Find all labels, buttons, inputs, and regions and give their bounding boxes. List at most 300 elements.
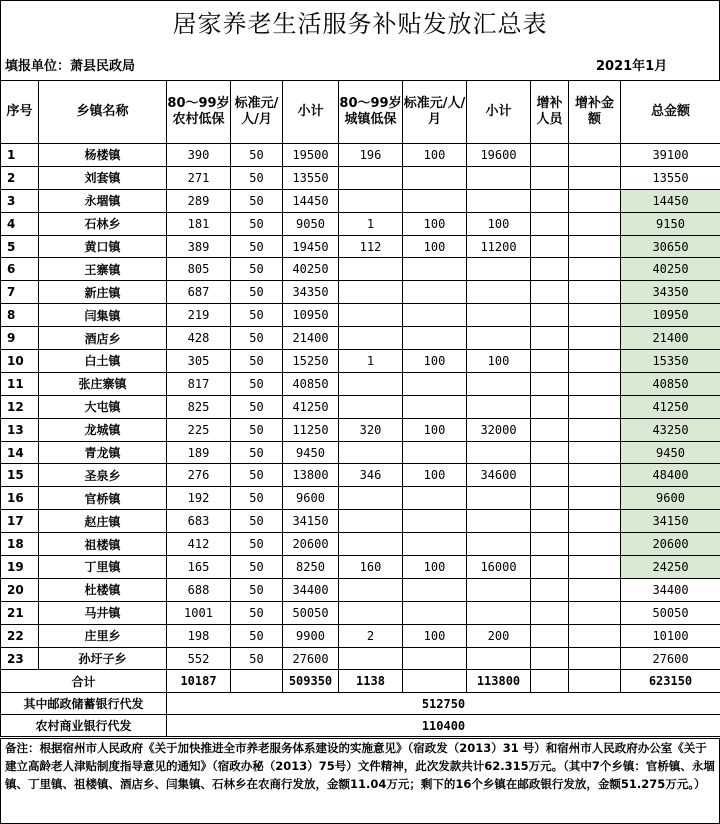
row-rural-subtotal: 50050 — [283, 601, 339, 624]
row-seq: 8 — [1, 304, 39, 327]
row-urban-standard — [403, 487, 467, 510]
total-row — [1, 670, 720, 693]
row-seq: 5 — [1, 235, 39, 258]
row-urban-subtotal — [467, 441, 531, 464]
row-added-amount — [569, 441, 621, 464]
total-rural-count: 10187 — [167, 670, 231, 693]
row-rural-subtotal: 20600 — [283, 533, 339, 556]
row-town: 杨楼镇 — [39, 144, 167, 167]
table-row — [1, 304, 720, 327]
row-rural-standard: 50 — [231, 647, 283, 670]
row-seq: 6 — [1, 258, 39, 281]
row-urban-count — [339, 487, 403, 510]
row-rural-subtotal: 8250 — [283, 556, 339, 579]
row-town: 赵庄镇 — [39, 510, 167, 533]
row-rural-subtotal: 19450 — [283, 235, 339, 258]
row-added-people — [531, 258, 569, 281]
total-rural-standard — [231, 670, 283, 693]
total-added-amount — [569, 670, 621, 693]
row-added-amount — [569, 304, 621, 327]
table-row — [1, 487, 720, 510]
row-urban-subtotal — [467, 601, 531, 624]
row-seq: 10 — [1, 350, 39, 373]
row-rural-standard: 50 — [231, 144, 283, 167]
row-total: 27600 — [621, 647, 720, 670]
row-total: 50050 — [621, 601, 720, 624]
page-title: 居家养老生活服务补贴发放汇总表 — [0, 0, 720, 47]
row-rural-subtotal: 13800 — [283, 464, 339, 487]
table-row — [1, 212, 720, 235]
row-town: 马井镇 — [39, 601, 167, 624]
row-town: 大屯镇 — [39, 395, 167, 418]
row-total: 34350 — [621, 281, 720, 304]
row-rural-count: 805 — [167, 258, 231, 281]
table-row — [1, 281, 720, 304]
row-added-amount — [569, 647, 621, 670]
row-rural-standard: 50 — [231, 350, 283, 373]
header-row — [1, 81, 720, 144]
row-rural-standard: 50 — [231, 510, 283, 533]
row-urban-count — [339, 533, 403, 556]
row-added-people — [531, 441, 569, 464]
row-added-amount — [569, 464, 621, 487]
row-total: 9600 — [621, 487, 720, 510]
table-body — [1, 144, 720, 670]
row-rural-count: 219 — [167, 304, 231, 327]
row-added-people — [531, 372, 569, 395]
row-added-people — [531, 350, 569, 373]
row-urban-count: 160 — [339, 556, 403, 579]
row-added-people — [531, 189, 569, 212]
row-town: 石林乡 — [39, 212, 167, 235]
row-town: 闫集镇 — [39, 304, 167, 327]
row-seq: 1 — [1, 144, 39, 167]
row-total: 39100 — [621, 144, 720, 167]
row-town: 庄里乡 — [39, 624, 167, 647]
row-rural-count: 390 — [167, 144, 231, 167]
row-urban-standard — [403, 510, 467, 533]
bank-amount: 512750 — [167, 693, 720, 715]
row-added-amount — [569, 601, 621, 624]
row-urban-standard — [403, 372, 467, 395]
row-added-amount — [569, 144, 621, 167]
row-total: 14450 — [621, 189, 720, 212]
row-total: 34400 — [621, 578, 720, 601]
row-total: 9150 — [621, 212, 720, 235]
row-seq: 11 — [1, 372, 39, 395]
row-added-amount — [569, 235, 621, 258]
row-town: 白土镇 — [39, 350, 167, 373]
row-urban-standard: 100 — [403, 624, 467, 647]
row-added-amount — [569, 578, 621, 601]
row-rural-subtotal: 10950 — [283, 304, 339, 327]
row-rural-count: 165 — [167, 556, 231, 579]
row-seq: 14 — [1, 441, 39, 464]
row-urban-subtotal: 100 — [467, 350, 531, 373]
row-urban-standard — [403, 441, 467, 464]
row-added-amount — [569, 624, 621, 647]
table-row — [1, 464, 720, 487]
bank-amount: 110400 — [167, 715, 720, 737]
row-urban-count: 2 — [339, 624, 403, 647]
row-total: 24250 — [621, 556, 720, 579]
row-rural-standard: 50 — [231, 235, 283, 258]
bank-row-postal — [1, 693, 720, 715]
row-urban-standard — [403, 258, 467, 281]
summary-table — [0, 80, 720, 737]
row-urban-count — [339, 304, 403, 327]
row-added-people — [531, 304, 569, 327]
row-urban-subtotal — [467, 647, 531, 670]
row-added-people — [531, 327, 569, 350]
row-urban-subtotal — [467, 258, 531, 281]
row-added-amount — [569, 395, 621, 418]
row-town: 酒店乡 — [39, 327, 167, 350]
row-urban-subtotal — [467, 533, 531, 556]
row-urban-subtotal: 32000 — [467, 418, 531, 441]
header-urban-standard: 标准元/人/月 — [403, 81, 467, 144]
row-total: 15350 — [621, 350, 720, 373]
header-rural-subtotal: 小计 — [283, 81, 339, 144]
row-added-amount — [569, 166, 621, 189]
row-total: 30650 — [621, 235, 720, 258]
row-urban-count — [339, 372, 403, 395]
row-seq: 12 — [1, 395, 39, 418]
row-town: 新庄镇 — [39, 281, 167, 304]
header-urban-subtotal: 小计 — [467, 81, 531, 144]
row-rural-subtotal: 14450 — [283, 189, 339, 212]
row-rural-subtotal: 21400 — [283, 327, 339, 350]
row-rural-subtotal: 34400 — [283, 578, 339, 601]
row-rural-standard: 50 — [231, 166, 283, 189]
header-urban-count: 80～99岁城镇低保 — [339, 81, 403, 144]
row-town: 杜楼镇 — [39, 578, 167, 601]
row-total: 21400 — [621, 327, 720, 350]
row-seq: 20 — [1, 578, 39, 601]
row-rural-standard: 50 — [231, 418, 283, 441]
row-added-amount — [569, 556, 621, 579]
row-added-amount — [569, 372, 621, 395]
table-row — [1, 533, 720, 556]
total-urban-standard — [403, 670, 467, 693]
row-added-amount — [569, 327, 621, 350]
row-urban-subtotal — [467, 510, 531, 533]
header-seq: 序号 — [1, 81, 39, 144]
row-rural-standard: 50 — [231, 189, 283, 212]
row-urban-subtotal — [467, 395, 531, 418]
row-town: 圣泉乡 — [39, 464, 167, 487]
row-urban-subtotal — [467, 166, 531, 189]
row-added-people — [531, 647, 569, 670]
row-urban-count: 196 — [339, 144, 403, 167]
row-urban-subtotal: 100 — [467, 212, 531, 235]
row-urban-subtotal — [467, 304, 531, 327]
row-town: 黄口镇 — [39, 235, 167, 258]
row-added-people — [531, 578, 569, 601]
row-town: 张庄寨镇 — [39, 372, 167, 395]
row-added-people — [531, 510, 569, 533]
row-rural-count: 189 — [167, 441, 231, 464]
row-rural-standard: 50 — [231, 327, 283, 350]
row-urban-subtotal: 11200 — [467, 235, 531, 258]
row-rural-subtotal: 27600 — [283, 647, 339, 670]
row-added-amount — [569, 533, 621, 556]
row-added-people — [531, 395, 569, 418]
row-urban-standard — [403, 304, 467, 327]
table-row — [1, 510, 720, 533]
row-rural-subtotal: 9600 — [283, 487, 339, 510]
row-added-amount — [569, 487, 621, 510]
row-urban-subtotal — [467, 281, 531, 304]
row-town: 丁里镇 — [39, 556, 167, 579]
report-unit: 填报单位：萧县民政局 — [5, 59, 136, 74]
row-rural-standard: 50 — [231, 464, 283, 487]
bank-row-rural-commercial — [1, 715, 720, 737]
row-added-amount — [569, 212, 621, 235]
row-added-amount — [569, 510, 621, 533]
header-total: 总金额 — [621, 81, 720, 144]
table-row — [1, 578, 720, 601]
row-rural-count: 389 — [167, 235, 231, 258]
row-rural-standard: 50 — [231, 441, 283, 464]
table-row — [1, 441, 720, 464]
row-urban-standard — [403, 601, 467, 624]
row-rural-standard: 50 — [231, 304, 283, 327]
remarks-note: 备注：根据宿州市人民政府《关于加快推进全市养老服务体系建设的实施意见》（宿政发（2013）31 号）和宿州市人民政府办公室《关于建立高龄老人津贴制度指导意见的通知》（宿政办秘（2013）75号）文件精神，此次发款共计62.315万元。（其中7个乡镇：官桥镇、永堌镇、丁里镇、祖楼镇、酒店乡、闫集镇、石林乡在农商行发放，金额11.04万元；剩下的16个乡镇在邮政银行发放，金额51.275万元。） — [0, 738, 720, 824]
row-added-people — [531, 212, 569, 235]
row-rural-standard: 50 — [231, 624, 283, 647]
row-rural-standard: 50 — [231, 601, 283, 624]
row-urban-standard — [403, 281, 467, 304]
row-seq: 22 — [1, 624, 39, 647]
row-urban-count — [339, 258, 403, 281]
row-seq: 16 — [1, 487, 39, 510]
row-seq: 17 — [1, 510, 39, 533]
row-rural-count: 687 — [167, 281, 231, 304]
row-urban-subtotal: 19600 — [467, 144, 531, 167]
row-total: 9450 — [621, 441, 720, 464]
row-town: 青龙镇 — [39, 441, 167, 464]
row-town: 孙圩子乡 — [39, 647, 167, 670]
row-rural-count: 1001 — [167, 601, 231, 624]
table-row — [1, 556, 720, 579]
row-rural-count: 428 — [167, 327, 231, 350]
table-row — [1, 166, 720, 189]
row-total: 41250 — [621, 395, 720, 418]
row-rural-subtotal: 11250 — [283, 418, 339, 441]
row-town: 祖楼镇 — [39, 533, 167, 556]
header-rural-standard: 标准元/人/月 — [231, 81, 283, 144]
row-urban-standard — [403, 533, 467, 556]
row-rural-subtotal: 40850 — [283, 372, 339, 395]
row-rural-standard: 50 — [231, 533, 283, 556]
row-urban-subtotal — [467, 327, 531, 350]
row-seq: 19 — [1, 556, 39, 579]
row-added-amount — [569, 350, 621, 373]
row-added-people — [531, 601, 569, 624]
header-added-people: 增补人员 — [531, 81, 569, 144]
row-urban-count: 346 — [339, 464, 403, 487]
row-rural-standard: 50 — [231, 212, 283, 235]
total-added-people — [531, 670, 569, 693]
header-town: 乡镇名称 — [39, 81, 167, 144]
row-urban-count — [339, 189, 403, 212]
row-urban-subtotal — [467, 578, 531, 601]
row-rural-count: 305 — [167, 350, 231, 373]
row-urban-count — [339, 395, 403, 418]
row-total: 10100 — [621, 624, 720, 647]
table-row — [1, 235, 720, 258]
row-urban-count — [339, 578, 403, 601]
row-rural-count: 225 — [167, 418, 231, 441]
row-town: 刘套镇 — [39, 166, 167, 189]
row-rural-count: 276 — [167, 464, 231, 487]
row-total: 34150 — [621, 510, 720, 533]
row-urban-count — [339, 601, 403, 624]
table-row — [1, 258, 720, 281]
row-urban-standard: 100 — [403, 556, 467, 579]
row-urban-count — [339, 510, 403, 533]
row-rural-subtotal: 9050 — [283, 212, 339, 235]
row-seq: 7 — [1, 281, 39, 304]
row-rural-count: 688 — [167, 578, 231, 601]
row-added-people — [531, 464, 569, 487]
row-urban-standard: 100 — [403, 418, 467, 441]
row-rural-subtotal: 40250 — [283, 258, 339, 281]
row-rural-count: 817 — [167, 372, 231, 395]
row-rural-standard: 50 — [231, 281, 283, 304]
row-rural-count: 198 — [167, 624, 231, 647]
row-urban-count — [339, 647, 403, 670]
table-row — [1, 327, 720, 350]
row-rural-count: 192 — [167, 487, 231, 510]
row-town: 王寨镇 — [39, 258, 167, 281]
row-rural-subtotal: 13550 — [283, 166, 339, 189]
row-rural-subtotal: 9900 — [283, 624, 339, 647]
table-row — [1, 601, 720, 624]
row-urban-standard — [403, 647, 467, 670]
row-seq: 18 — [1, 533, 39, 556]
row-urban-subtotal — [467, 372, 531, 395]
row-total: 43250 — [621, 418, 720, 441]
row-rural-count: 181 — [167, 212, 231, 235]
row-urban-count: 320 — [339, 418, 403, 441]
row-urban-subtotal — [467, 189, 531, 212]
row-seq: 2 — [1, 166, 39, 189]
row-urban-count — [339, 327, 403, 350]
row-seq: 3 — [1, 189, 39, 212]
row-rural-standard: 50 — [231, 395, 283, 418]
row-rural-subtotal: 41250 — [283, 395, 339, 418]
report-info-row — [0, 46, 720, 80]
row-added-people — [531, 487, 569, 510]
row-rural-subtotal: 34150 — [283, 510, 339, 533]
table-row — [1, 395, 720, 418]
row-total: 20600 — [621, 533, 720, 556]
row-total: 40850 — [621, 372, 720, 395]
row-seq: 21 — [1, 601, 39, 624]
row-urban-standard — [403, 189, 467, 212]
row-rural-subtotal: 34350 — [283, 281, 339, 304]
header-added-amount: 增补金额 — [569, 81, 621, 144]
row-town: 永堌镇 — [39, 189, 167, 212]
row-urban-subtotal: 16000 — [467, 556, 531, 579]
total-urban-count: 1138 — [339, 670, 403, 693]
row-urban-count — [339, 281, 403, 304]
row-rural-standard: 50 — [231, 556, 283, 579]
total-amount: 623150 — [621, 670, 720, 693]
row-added-people — [531, 533, 569, 556]
total-label: 合计 — [1, 670, 167, 693]
header-rural-count: 80～99岁农村低保 — [167, 81, 231, 144]
row-added-amount — [569, 258, 621, 281]
row-added-people — [531, 418, 569, 441]
row-urban-standard: 100 — [403, 350, 467, 373]
row-rural-standard: 50 — [231, 487, 283, 510]
report-date: 2021年1月 — [596, 59, 668, 74]
row-rural-subtotal: 15250 — [283, 350, 339, 373]
row-urban-standard: 100 — [403, 464, 467, 487]
row-seq: 9 — [1, 327, 39, 350]
row-total: 48400 — [621, 464, 720, 487]
row-urban-standard — [403, 327, 467, 350]
table-row — [1, 624, 720, 647]
row-seq: 13 — [1, 418, 39, 441]
row-added-people — [531, 166, 569, 189]
row-rural-count: 271 — [167, 166, 231, 189]
row-urban-subtotal: 200 — [467, 624, 531, 647]
total-urban-subtotal: 113800 — [467, 670, 531, 693]
row-rural-count: 552 — [167, 647, 231, 670]
row-added-amount — [569, 281, 621, 304]
row-urban-subtotal: 34600 — [467, 464, 531, 487]
row-urban-count — [339, 441, 403, 464]
table-row — [1, 350, 720, 373]
row-added-people — [531, 556, 569, 579]
row-added-amount — [569, 189, 621, 212]
row-urban-standard: 100 — [403, 212, 467, 235]
bank-label: 其中邮政储蓄银行代发 — [1, 693, 167, 715]
row-total: 10950 — [621, 304, 720, 327]
row-rural-subtotal: 19500 — [283, 144, 339, 167]
row-urban-standard — [403, 395, 467, 418]
row-town: 龙城镇 — [39, 418, 167, 441]
row-rural-standard: 50 — [231, 372, 283, 395]
row-seq: 15 — [1, 464, 39, 487]
table-row — [1, 372, 720, 395]
row-rural-subtotal: 9450 — [283, 441, 339, 464]
row-seq: 23 — [1, 647, 39, 670]
row-added-people — [531, 235, 569, 258]
row-added-people — [531, 281, 569, 304]
row-added-people — [531, 144, 569, 167]
row-urban-standard — [403, 578, 467, 601]
row-added-amount — [569, 418, 621, 441]
total-rural-subtotal: 509350 — [283, 670, 339, 693]
table-row — [1, 144, 720, 167]
row-urban-count — [339, 166, 403, 189]
row-urban-subtotal — [467, 487, 531, 510]
row-urban-count: 112 — [339, 235, 403, 258]
table-row — [1, 189, 720, 212]
row-urban-standard: 100 — [403, 144, 467, 167]
row-rural-standard: 50 — [231, 258, 283, 281]
row-seq: 4 — [1, 212, 39, 235]
table-row — [1, 418, 720, 441]
row-rural-count: 825 — [167, 395, 231, 418]
row-rural-count: 412 — [167, 533, 231, 556]
row-total: 40250 — [621, 258, 720, 281]
